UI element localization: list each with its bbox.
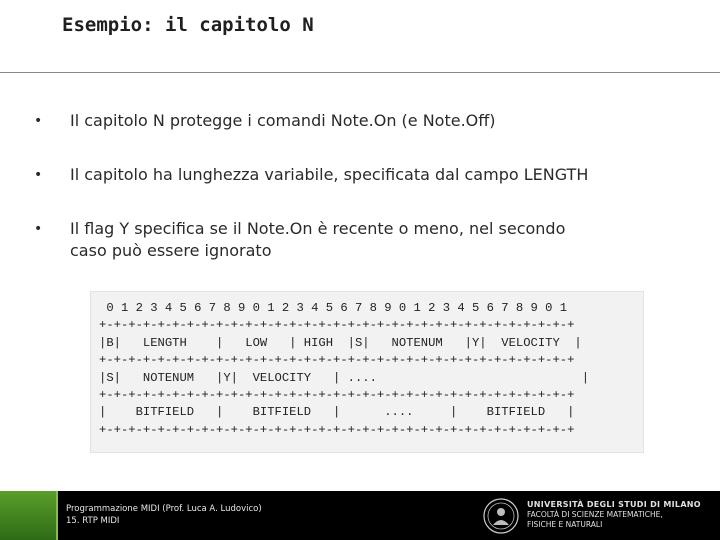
bullet-item [34, 164, 694, 186]
bullet-item [34, 218, 694, 262]
title-divider [0, 72, 720, 73]
university-seal-icon [482, 497, 520, 535]
lesson-name: 15. RTP MIDI [66, 516, 120, 526]
diagram-separator: +-+-+-+-+-+-+-+-+-+-+-+-+-+-+-+-+-+-+-+-+-+-+-+-+-+-+-+-+-+-+-+-+ [99, 318, 575, 333]
university-logo [527, 499, 701, 530]
faculty-name-line2: FISICHE E NATURALI [527, 520, 603, 529]
diagram-bit-ruler: 0 1 2 3 4 5 6 7 8 9 0 1 2 3 4 5 6 7 8 9 0 1 2 3 4 5 6 7 8 9 0 1 [99, 301, 568, 315]
bullet-item [34, 110, 694, 132]
bullet-symbol: • [34, 113, 43, 129]
diagram-text [91, 292, 643, 439]
footer-separator [56, 491, 58, 540]
diagram-separator: +-+-+-+-+-+-+-+-+-+-+-+-+-+-+-+-+-+-+-+-+-+-+-+-+-+-+-+-+-+-+-+-+ [99, 388, 575, 403]
bullet-text: Il capitolo ha lunghezza variabile, specificata dal campo LENGTH [70, 165, 589, 184]
bullet-text: Il capitolo N protegge i comandi Note.On (e Note.Off) [70, 111, 496, 130]
diagram-row-bitfields: | BITFIELD | BITFIELD | .... | BITFIELD | [99, 405, 575, 420]
diagram-row-notelog: |S| NOTENUM |Y| VELOCITY | .... | [99, 370, 590, 385]
footer-green-block [0, 491, 56, 540]
slide-title: Esempio: il capitolo N [62, 14, 314, 36]
faculty-name-line1: FACOLTÀ DI SCIENZE MATEMATICHE, [527, 510, 663, 519]
course-name: Programmazione MIDI (Prof. Luca A. Ludovico) [66, 504, 262, 514]
diagram-separator: +-+-+-+-+-+-+-+-+-+-+-+-+-+-+-+-+-+-+-+-+-+-+-+-+-+-+-+-+-+-+-+-+ [99, 422, 575, 437]
bullet-symbol: • [34, 221, 43, 237]
diagram-row-header: |B| LENGTH | LOW | HIGH |S| NOTENUM |Y| VELOCITY | [99, 335, 582, 350]
chapter-n-packet-diagram [90, 291, 644, 453]
diagram-separator: +-+-+-+-+-+-+-+-+-+-+-+-+-+-+-+-+-+-+-+-+-+-+-+-+-+-+-+-+-+-+-+-+ [99, 353, 575, 368]
bullet-text-line: caso può essere ignorato [70, 241, 272, 260]
bullet-symbol: • [34, 167, 43, 183]
bullet-list [34, 110, 694, 262]
footer-credits [66, 503, 262, 527]
bullet-text-line: Il flag Y specifica se il Note.On è recente o meno, nel secondo [70, 219, 566, 238]
university-name: UNIVERSITÀ DEGLI STUDI DI MILANO [527, 500, 701, 509]
